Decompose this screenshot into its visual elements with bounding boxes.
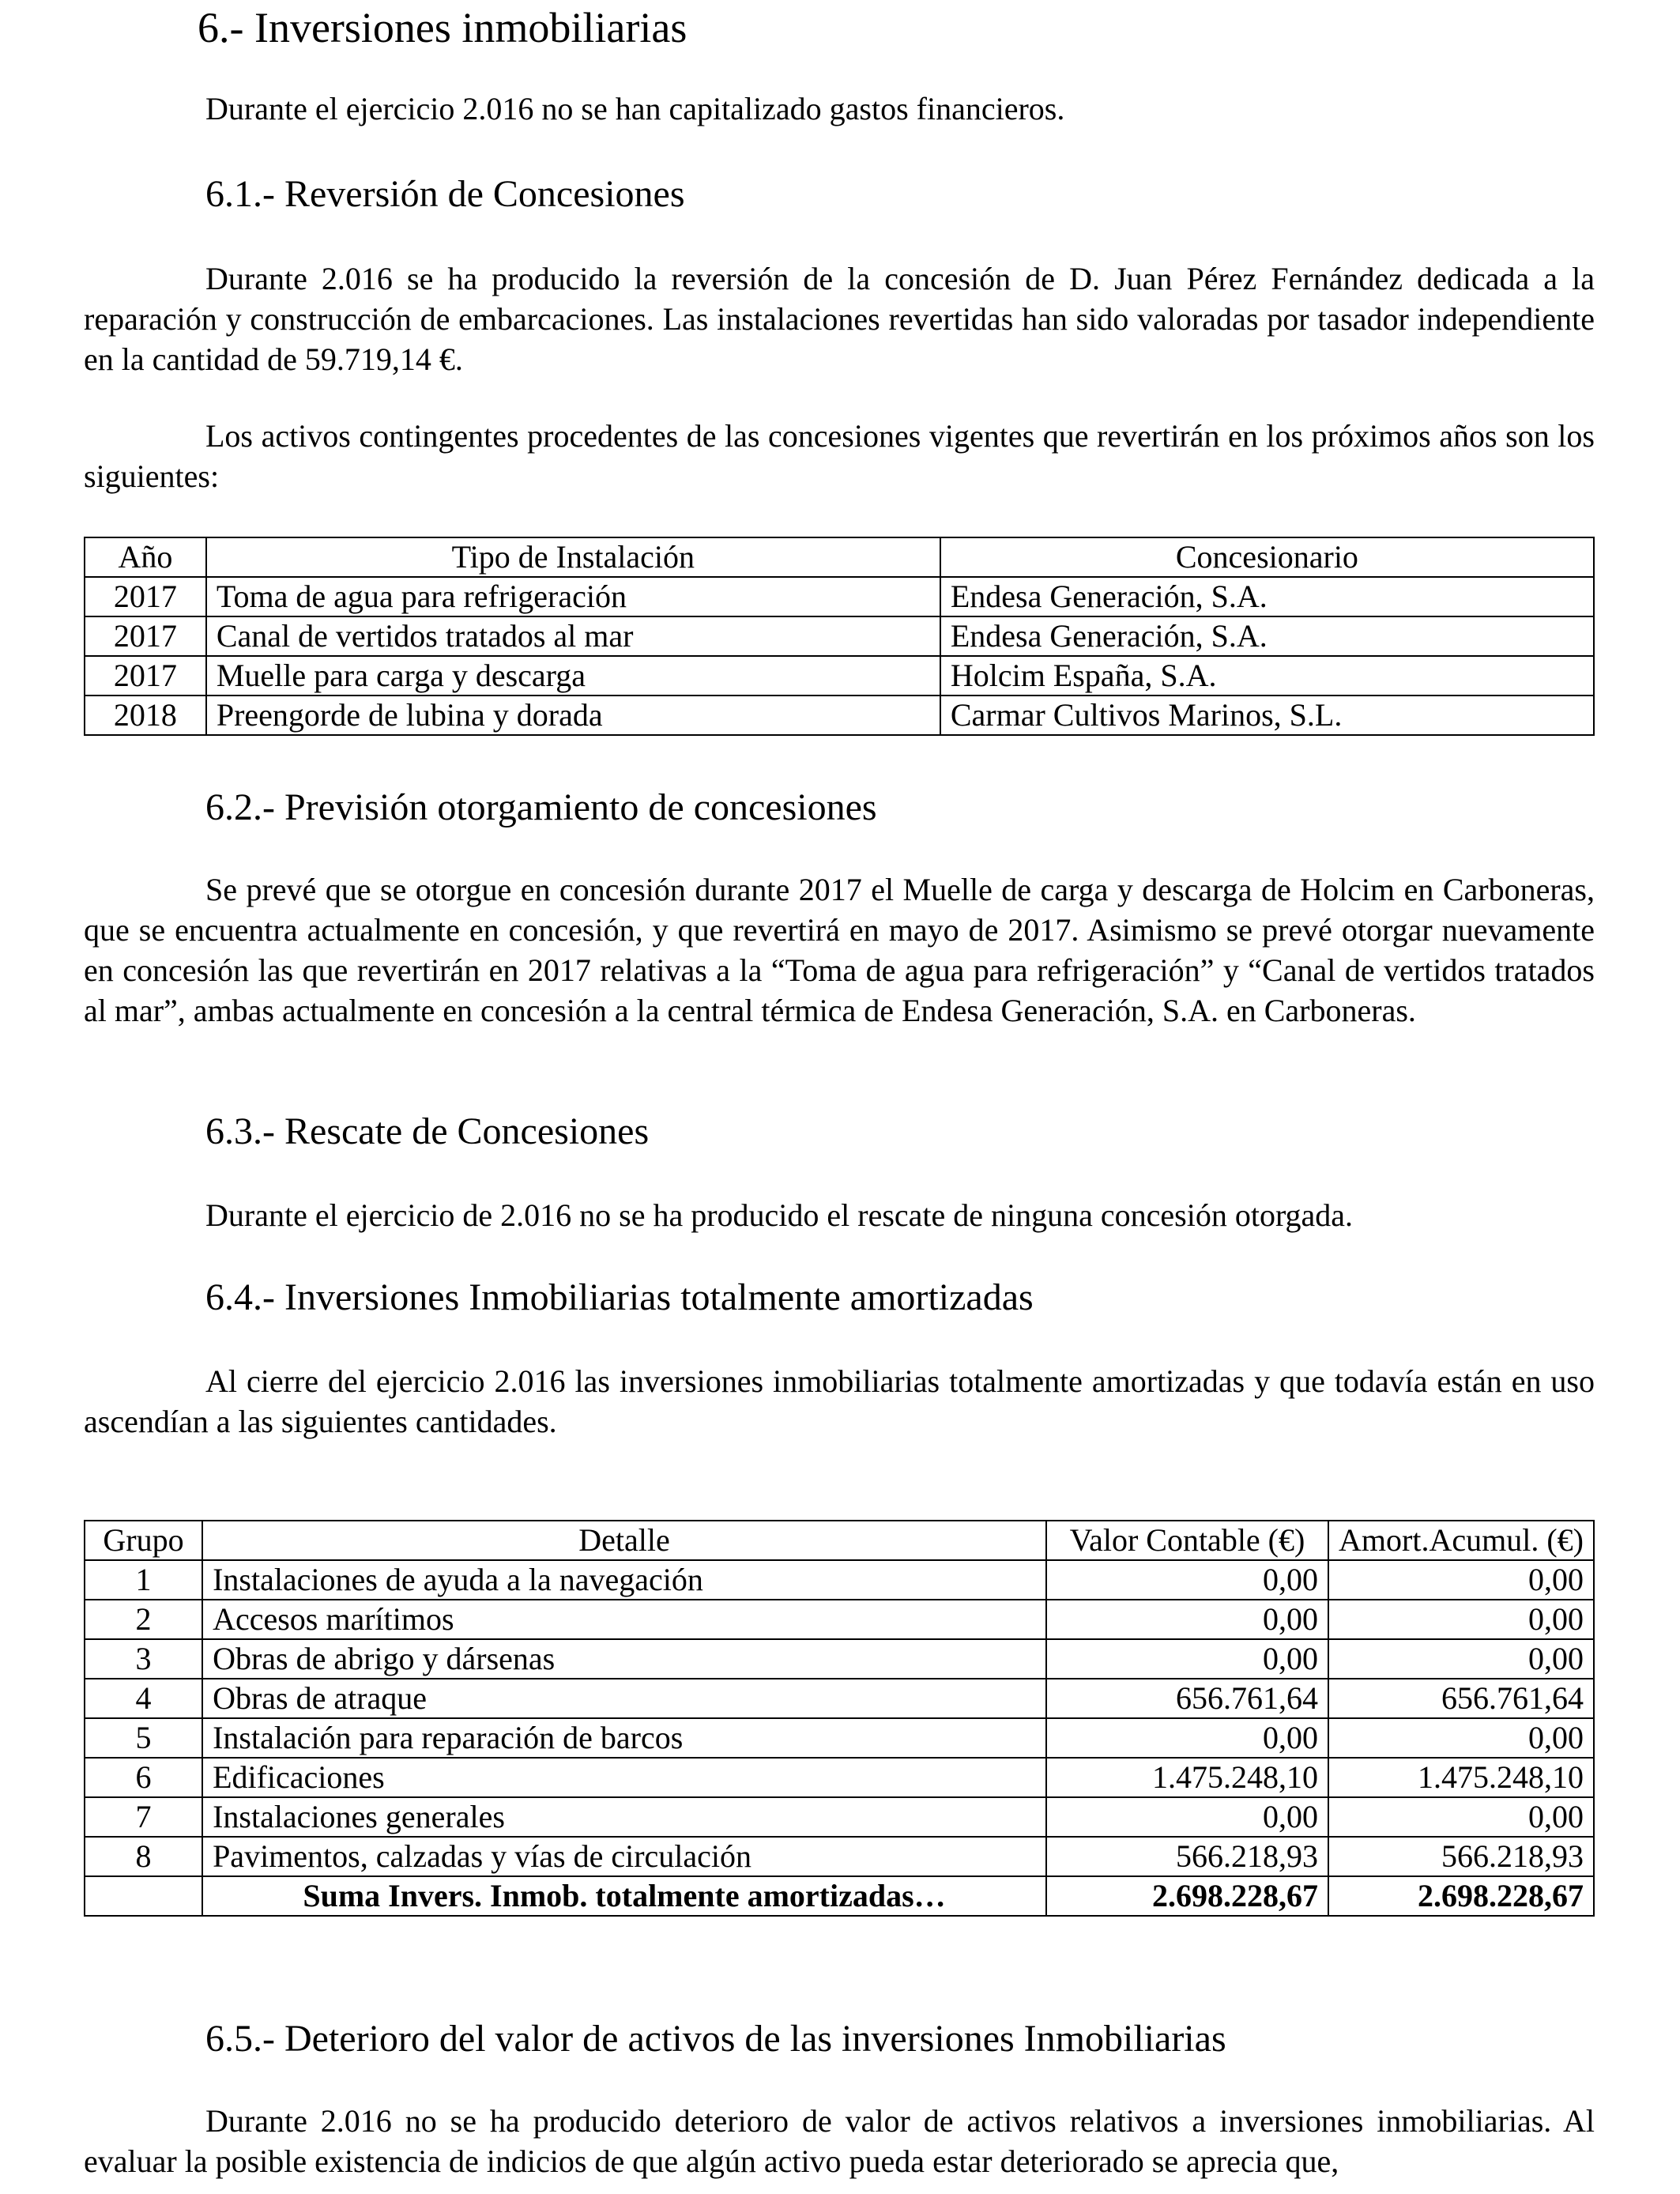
table-cell: Pavimentos, calzadas y vías de circulación xyxy=(202,1837,1046,1876)
table-cell: Preengorde de lubina y dorada xyxy=(206,696,940,735)
table-cell xyxy=(85,1876,202,1916)
table-cell: 2 xyxy=(85,1600,202,1639)
table-cell: Endesa Generación, S.A. xyxy=(940,616,1594,656)
table-header-row xyxy=(85,537,1594,577)
subsection-title-6-4: 6.4.- Inversiones Inmobiliarias totalmente amortizadas xyxy=(205,1276,1034,1318)
table-row xyxy=(85,1600,1594,1639)
table-cell: 566.218,93 xyxy=(1046,1837,1328,1876)
table-cell: Obras de atraque xyxy=(202,1679,1046,1718)
table-cell: 0,00 xyxy=(1328,1560,1594,1600)
amortized-investments-table xyxy=(84,1520,1595,1917)
table-cell: 1.475.248,10 xyxy=(1046,1758,1328,1797)
table-cell: Toma de agua para refrigeración xyxy=(206,577,940,616)
table-cell: 0,00 xyxy=(1328,1600,1594,1639)
table-cell: 5 xyxy=(85,1718,202,1758)
table-cell: Instalaciones generales xyxy=(202,1797,1046,1837)
table-cell: 2017 xyxy=(85,577,206,616)
table-row xyxy=(85,656,1594,696)
table-cell: Edificaciones xyxy=(202,1758,1046,1797)
table-cell: 656.761,64 xyxy=(1046,1679,1328,1718)
table-cell: Carmar Cultivos Marinos, S.L. xyxy=(940,696,1594,735)
table-header-row xyxy=(85,1521,1594,1560)
table-row xyxy=(85,1718,1594,1758)
table-row xyxy=(85,696,1594,735)
table-cell: 7 xyxy=(85,1797,202,1837)
column-header: Valor Contable (€) xyxy=(1046,1521,1328,1560)
table-row xyxy=(85,1797,1594,1837)
paragraph-6-5: Durante 2.016 no se ha producido deterioro de valor de activos relativos a inversiones inmobiliarias. Al evaluar la posible existencia de indicios de que algún activo pueda estar deteriorado se aprecia que, xyxy=(84,2103,1595,2179)
table-cell: 0,00 xyxy=(1046,1718,1328,1758)
table-cell: 656.761,64 xyxy=(1328,1679,1594,1718)
subsection-title-6-5: 6.5.- Deterioro del valor de activos de las inversiones Inmobiliarias xyxy=(205,2018,1226,2060)
column-header: Año xyxy=(85,537,206,577)
table-cell: 2017 xyxy=(85,656,206,696)
table-cell: 4 xyxy=(85,1679,202,1718)
section-title: 6.- Inversiones inmobiliarias xyxy=(198,4,687,51)
table-cell: 2018 xyxy=(85,696,206,735)
column-header: Tipo de Instalación xyxy=(206,537,940,577)
subsection-title-6-3: 6.3.- Rescate de Concesiones xyxy=(205,1110,650,1152)
table-cell: Muelle para carga y descarga xyxy=(206,656,940,696)
table-cell: 8 xyxy=(85,1837,202,1876)
table-cell: Canal de vertidos tratados al mar xyxy=(206,616,940,656)
table-row xyxy=(85,616,1594,656)
concessions-table xyxy=(84,537,1595,736)
table-row xyxy=(85,1560,1594,1600)
table-cell: 0,00 xyxy=(1046,1560,1328,1600)
paragraph-6-2: Se prevé que se otorgue en concesión durante 2017 el Muelle de carga y descarga de Holcim en Carboneras, que se encuentra actualmente en concesión, y que revertirá en mayo de 2017. Asimismo se prevé otorgar nuevamente en concesión las que revertirán en 2017 relativas a la “Toma de agua para refrigeración” y “Canal de vertidos tratados al mar”, ambas actualmente en concesión a la central térmica de Endesa Generación, S.A. en Carboneras. xyxy=(84,872,1595,1028)
section-intro: Durante el ejercicio 2.016 no se han capitalizado gastos financieros. xyxy=(205,91,1065,126)
table-cell: 0,00 xyxy=(1328,1797,1594,1837)
total-valor: 2.698.228,67 xyxy=(1046,1876,1328,1916)
table-cell: Accesos marítimos xyxy=(202,1600,1046,1639)
column-header: Amort.Acumul. (€) xyxy=(1328,1521,1594,1560)
table-cell: 2017 xyxy=(85,616,206,656)
total-label: Suma Invers. Inmob. totalmente amortizadas… xyxy=(202,1876,1046,1916)
column-header: Concesionario xyxy=(940,537,1594,577)
paragraph-6-4: Al cierre del ejercicio 2.016 las inversiones inmobiliarias totalmente amortizadas y que todavía están en uso ascendían a las siguientes cantidades. xyxy=(84,1363,1595,1439)
table-total-row xyxy=(85,1876,1594,1916)
table-cell: 0,00 xyxy=(1046,1639,1328,1679)
table-row xyxy=(85,1639,1594,1679)
paragraph-6-3: Durante el ejercicio de 2.016 no se ha producido el rescate de ninguna concesión otorgada. xyxy=(205,1197,1354,1233)
total-amort: 2.698.228,67 xyxy=(1328,1876,1594,1916)
table-row xyxy=(85,577,1594,616)
table-cell: 1.475.248,10 xyxy=(1328,1758,1594,1797)
subsection-title-6-2: 6.2.- Previsión otorgamiento de concesiones xyxy=(205,786,877,828)
table-cell: Endesa Generación, S.A. xyxy=(940,577,1594,616)
table-cell: Obras de abrigo y dársenas xyxy=(202,1639,1046,1679)
subsection-title-6-1: 6.1.- Reversión de Concesiones xyxy=(205,173,685,215)
table-cell: Holcim España, S.A. xyxy=(940,656,1594,696)
table-cell: 0,00 xyxy=(1328,1718,1594,1758)
table-row xyxy=(85,1758,1594,1797)
table-cell: 0,00 xyxy=(1046,1600,1328,1639)
table-cell: 1 xyxy=(85,1560,202,1600)
paragraph-6-1-reversion: Durante 2.016 se ha producido la reversión de la concesión de D. Juan Pérez Fernández dedicada a la reparación y construcción de embarcaciones. Las instalaciones revertidas han sido valoradas por tasador independiente en la cantidad de 59.719,14 €. xyxy=(84,261,1595,377)
table-cell: 566.218,93 xyxy=(1328,1837,1594,1876)
column-header: Detalle xyxy=(202,1521,1046,1560)
table-cell: 0,00 xyxy=(1328,1639,1594,1679)
column-header: Grupo xyxy=(85,1521,202,1560)
table-cell: 0,00 xyxy=(1046,1797,1328,1837)
table-row xyxy=(85,1837,1594,1876)
paragraph-6-1-contingentes: Los activos contingentes procedentes de las concesiones vigentes que revertirán en los próximos años son los siguientes: xyxy=(84,418,1595,494)
table-cell: 6 xyxy=(85,1758,202,1797)
table-row xyxy=(85,1679,1594,1718)
table-cell: Instalaciones de ayuda a la navegación xyxy=(202,1560,1046,1600)
table-cell: Instalación para reparación de barcos xyxy=(202,1718,1046,1758)
table-cell: 3 xyxy=(85,1639,202,1679)
